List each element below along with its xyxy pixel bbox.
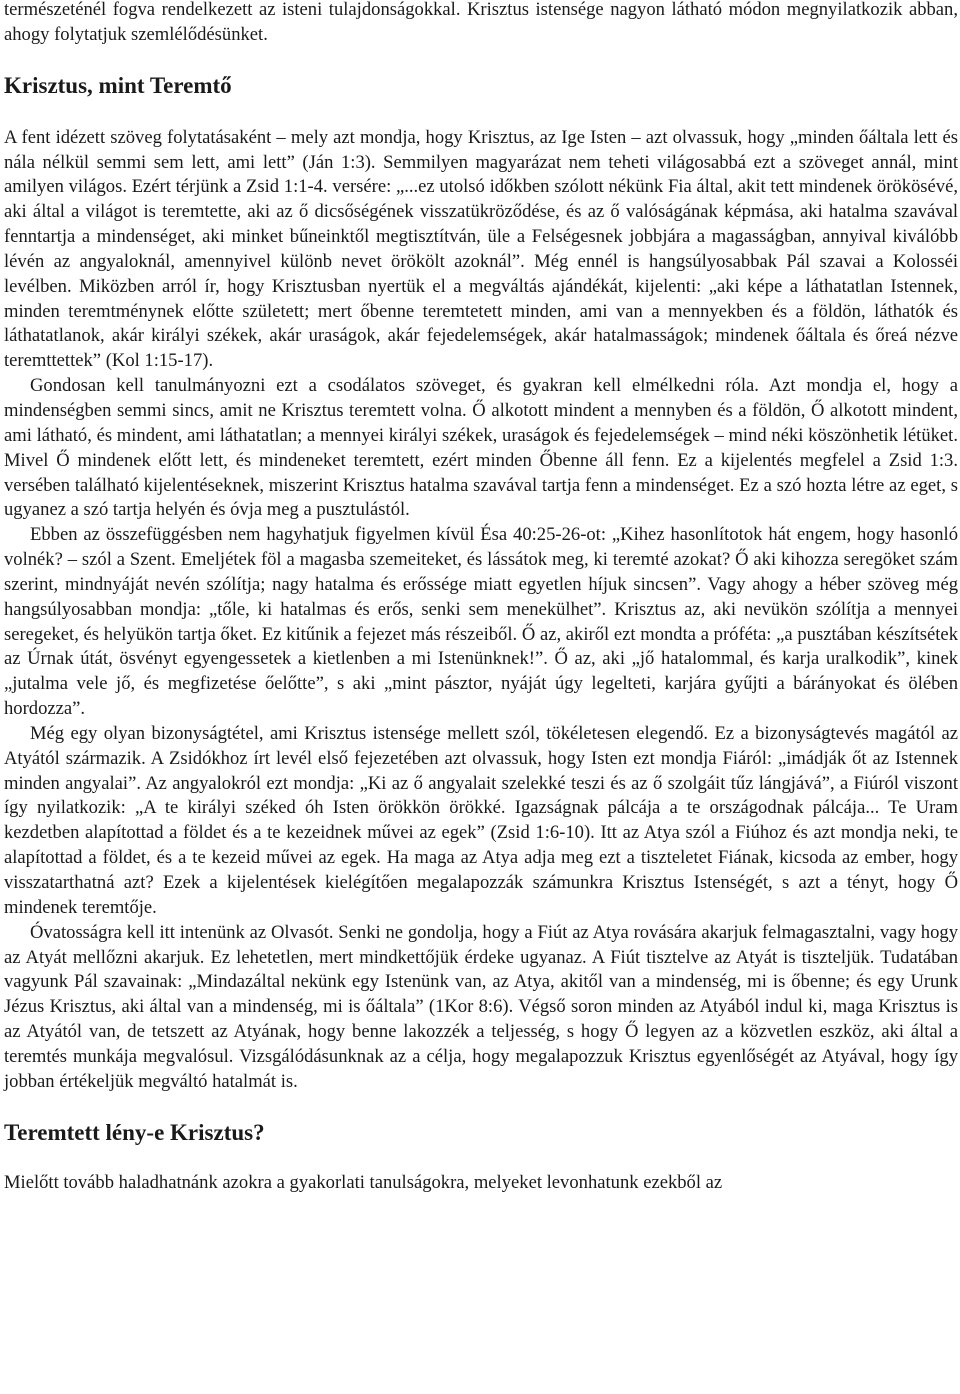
- paragraph-isaiah: Ebben az összefüggésben nem hagyhatjuk figyelmen kívül Ésa 40:25-26-ot: „Kihez hasonlítotok hát engem, hogy hasonló volnék? – szól a Szent. Emeljétek föl a magasba szemeiteket, és lássátok meg, ki teremté azokat? Ő aki kihozza seregöket szám szerint, mindnyáját nevén szólítja; nagy hatalma és erőssége miatt egyetlen híjuk sincsen”. Vagy ahogy a héber szöveg még hangsúlyosabban mondja: „tőle, ki hatalmas és erős, senki sem menekülhet”. Krisztus az, aki nevükön szólítja a mennyei seregeket, és helyükön tartja őket. Ez kitűnik a fejezet más részeiből. Ő az, akiről ezt mondta a próféta: „a pusztában készítsétek az Úrnak útát, ösvényt egyengessetek a kietlenben a mi Istenünknek!”. Ő az, aki „jő hatalommal, és karja uralkodik”, kinek „jutalma vele jő, és megfizetése őelőtte”, s aki „mint pásztor, nyáját úgy legelteti, karjára gyűjti a bárányokat és ölében hordozza”.: [4, 524, 958, 720]
- document-page: [4, 0, 958, 1195]
- paragraph-fathers-testimony: Még egy olyan bizonyságtétel, ami Krisztus istensége mellett szól, tökéletesen elegendő. Ez a bizonyságtevés magától az Atyától származik. A Zsidókhoz írt levél első fejezetében azt olvassuk, hogy Isten ezt mondja Fiáról: „imádják őt az Istennek minden angyalai”. Az angyalokról ezt mondja: „Ki az ő angyalait szelekké teszi és az ő szolgáit tűz lángjává”, a Fiúról viszont így nyilatkozik: „A te királyi széked óh Isten örökkön örökké. Igazságnak pálcája a te országodnak pálcája... Te Uram kezdetben alapítottad a földet és a te kezeidnek művei az egek” (Zsid 1:6-10). Itt az Atya szól a Fiúhoz és azt mondja neki, te alapítottad a földet, és a te kezeid művei az egek. Ha maga az Atya adja meg ezt a tiszteletet Fiának, kicsoda az ember, hogy visszatarthatná azt? Ezek a kijelentések kielégítően megalapozzák számunkra Krisztus Istenségét, s azt a tényt, hogy Ő mindenek teremtője.: [4, 722, 958, 918]
- paragraph-study-text: Gondosan kell tanulmányozni ezt a csodálatos szöveget, és gyakran kell elmélkedni róla. Azt mondja el, hogy a mindenségben semmi sincs, amit ne Krisztus teremtett volna. Ő alkotott mindent a mennyben és a földön, Ő alkotott mindent, ami látható, és mindent, ami láthatatlan; a mennyei királyi székek, uraságok és fejedelemségek – mind néki köszönhetik létüket. Mivel Ő mindenek előtt lett, és mindeneket teremtett, ezért minden Őbenne áll fenn. Ez a kijelentés megfelel a Zsid 1:3. versében található kijelentéseknek, miszerint Krisztus hatalma szavával tartja fenn a mindenséget. Ez a szó hozta létre az eget, s ugyanez a szó tartja helyén és óvja meg a pusztulástól.: [4, 375, 958, 521]
- paragraph-john-hebrews: A fent idézett szöveg folytatásaként – mely azt mondja, hogy Krisztus, az Ige Isten – azt olvassuk, hogy „minden őáltala lett és nála nélkül semmi sem lett, ami lett” (Ján 1:3). Semmilyen magyarázat nem teheti világosabbá ezt a szöveget annál, mint amilyen világos. Ezért térjünk a Zsid 1:1-4. versére: „...ez utolsó időkben szólott nékünk Fia által, akit tett mindenek örökösévé, aki által a világot is teremtette, aki az ő dicsőségének visszatükröződése, és az ő valóságának képmása, aki hatalma szavával fenntartja a mindenséget, aki minket bűneinktől megtisztítván, üle a Felségesnek jobbjára a magasságban, annyival kiválóbb lévén az angyaloknál, amennyivel különb nevet örökölt azoknál”. Még ennél is hangsúlyosabbak Pál szavai a Kolosséi levélben. Miközben arról ír, hogy Krisztusban nyertük el a megváltás ajándékát, kijelenti: „aki képe a láthatatlan Istennek, minden teremtménynek előtte született; mert őbenne teremtetett minden, ami van a mennyekben és a földön, láthatók és láthatatlanok, akár királyi székek, akár uraságok, akár fejedelemségek, akár hatalmasságok; mindenek őáltala és őreá nézve teremttettek” (Kol 1:15-17).: [4, 126, 958, 372]
- intro-paragraph: természeténél fogva rendelkezett az isteni tulajdonságokkal. Krisztus istensége nagyon látható módon megnyilatkozik abban, ahogy folytatjuk szemlélődésünket.: [4, 0, 958, 45]
- paragraph-practical-lessons: Mielőtt tovább haladhatnánk azokra a gyakorlati tanulságokra, melyeket levonhatunk ezekből az: [4, 1171, 723, 1193]
- section-heading-created-being: Teremtett lény-e Krisztus?: [4, 1119, 265, 1145]
- section-heading-creator: Krisztus, mint Teremtő: [4, 72, 232, 98]
- paragraph-caution: Óvatosságra kell itt intenünk az Olvasót. Senki ne gondolja, hogy a Fiút az Atya rovására akarjuk felmagasztalni, vagy hogy az Atyát mellőzni akarjuk. Ez lehetetlen, mert mindkettőjük érdeke ugyanaz. A Fiút tisztelve az Atyát is tiszteljük. Tudatában vagyunk Pál szavainak: „Mindazáltal nekünk egy Istenünk van, az Atya, akitől van a mindenség, mi is őbenne; és egy Urunk Jézus Krisztus, aki által van a mindenség, mi is őáltala” (1Kor 8:6). Végső soron minden az Atyából indul ki, maga Krisztus is az Atyától van, de tetszett az Atyának, hogy benne lakozzék a teljesség, s hogy Ő legyen az a közvetlen eszköz, aki által a teremtés munkája megvalósul. Vizsgálódásunknak az a célja, hogy megalapozzuk Krisztus egyenlőségét az Atyával, hogy így jobban értékeljük megváltó hatalmát is.: [4, 921, 958, 1092]
